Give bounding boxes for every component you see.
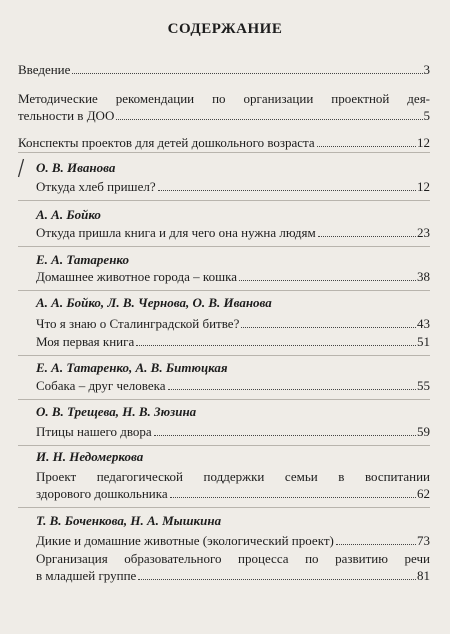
dot-leader (72, 73, 422, 74)
dot-leader (154, 435, 416, 436)
dot-leader (158, 190, 416, 191)
toc-entry[interactable] (36, 376, 430, 394)
divider (18, 290, 430, 291)
toc-page-number: 81 (417, 568, 430, 583)
toc-entry-text: в младшей группе (36, 568, 137, 583)
section-author: Е. А. Татаренко (36, 252, 130, 267)
dot-leader (317, 146, 416, 147)
toc-page-number: 51 (417, 334, 430, 349)
toc-page-number: 23 (417, 225, 430, 240)
toc-entry-line1: Проект педагогической поддержки семьи в воспитании (36, 469, 430, 484)
dot-leader (239, 280, 416, 281)
toc-page-number: 43 (417, 316, 430, 331)
toc-entry[interactable] (36, 267, 430, 285)
toc-page-number: 62 (417, 486, 430, 501)
toc-entry-text: Домашнее животное города – кошка (36, 269, 237, 284)
toc-entry[interactable] (36, 314, 430, 332)
toc-entry-text: Птицы нашего двора (36, 424, 152, 439)
toc-page-number: 55 (417, 378, 430, 393)
toc-entry-konspekty[interactable] (18, 133, 430, 151)
toc-entry[interactable] (36, 566, 430, 584)
toc-page-number: 38 (417, 269, 430, 284)
dot-leader (170, 497, 416, 498)
toc-entry-methodic[interactable] (18, 106, 430, 124)
divider (18, 399, 430, 400)
dot-leader (336, 544, 416, 545)
divider (18, 200, 430, 201)
toc-page-number: 3 (423, 62, 430, 77)
toc-entry-text: Моя первая книга (36, 334, 135, 349)
divider (18, 246, 430, 247)
section-author: О. В. Иванова (36, 160, 116, 175)
toc-page-number: 12 (417, 135, 430, 150)
toc-page-number: 12 (417, 179, 430, 194)
dot-leader (116, 119, 422, 120)
section-author: Т. В. Боченкова, Н. А. Мышкина (36, 513, 222, 528)
toc-page-number: 73 (417, 533, 430, 548)
toc-entry-text: Откуда пришла книга и для чего она нужна людям (36, 225, 316, 240)
toc-page-number: 5 (423, 108, 430, 123)
toc-entry-line1: Организация образовательного процесса по развитию речи (36, 551, 430, 566)
toc-page-number: 59 (417, 424, 430, 439)
page-title: СОДЕРЖАНИЕ (167, 21, 283, 37)
toc-entry[interactable] (36, 332, 430, 350)
toc-entry-intro[interactable] (18, 60, 430, 78)
divider (18, 507, 430, 508)
section-author: И. Н. Недомеркова (36, 449, 144, 464)
toc-entry[interactable] (36, 422, 430, 440)
dot-leader (241, 327, 416, 328)
divider (18, 152, 430, 153)
divider (18, 445, 430, 446)
toc-entry[interactable] (36, 177, 430, 195)
toc-entry-text: Дикие и домашние животные (экологический проект) (36, 533, 334, 548)
toc-entry-text: Собака – друг человека (36, 378, 166, 393)
dot-leader (318, 236, 416, 237)
toc-entry[interactable] (36, 531, 430, 549)
toc-entry-methodic-line1: Методические рекомендации по организации проектной дея- (18, 91, 430, 106)
section-author: О. В. Трещева, Н. В. Зюзина (36, 404, 197, 419)
toc-entry-text: Откуда хлеб пришел? (36, 179, 156, 194)
dot-leader (138, 579, 416, 580)
dot-leader (168, 389, 417, 390)
toc-entry-text: Конспекты проектов для детей дошкольного возраста (18, 135, 315, 150)
toc-entry-text: Что я знаю о Сталинградской битве? (36, 316, 240, 331)
toc-entry-text: Введение (18, 62, 71, 77)
divider (18, 355, 430, 356)
pen-mark-icon (17, 158, 25, 178)
section-author: Е. А. Татаренко, А. В. Битюцкая (36, 360, 228, 375)
section-author: А. А. Бойко, Л. В. Чернова, О. В. Иванова (36, 295, 272, 310)
section-author: А. А. Бойко (36, 207, 101, 222)
toc-entry-text: здорового дошкольника (36, 486, 168, 501)
toc-entry[interactable] (36, 223, 430, 241)
dot-leader (136, 345, 416, 346)
toc-entry[interactable] (36, 484, 430, 502)
toc-entry-text: тельности в ДОО (18, 108, 115, 123)
